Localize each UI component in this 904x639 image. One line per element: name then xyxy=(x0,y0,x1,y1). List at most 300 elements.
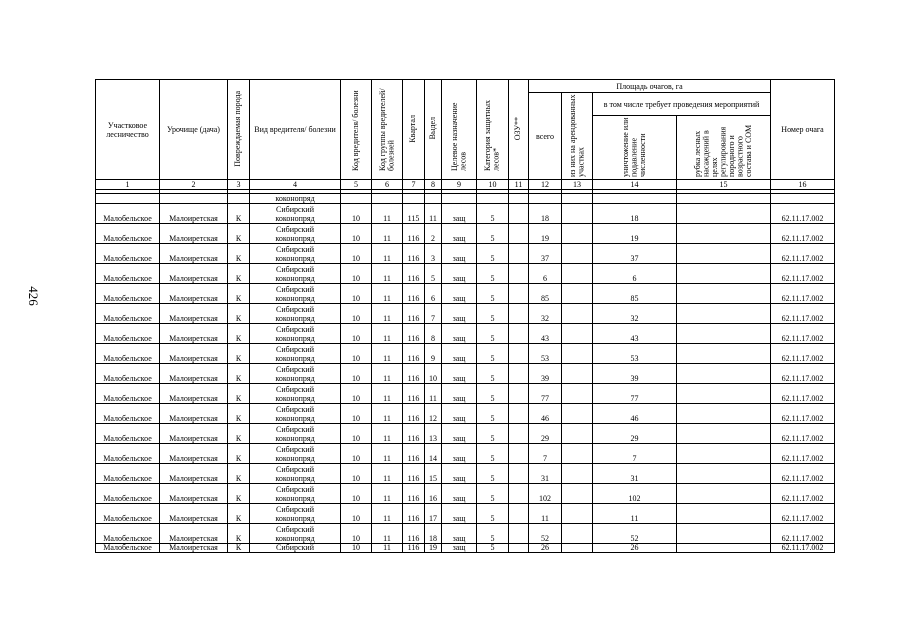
pest-name: Сибирский коконопряд xyxy=(250,464,341,484)
table-row xyxy=(96,464,835,484)
cell-rub xyxy=(677,404,771,424)
header-forestry: Участковое лесничество xyxy=(96,80,160,180)
cell-ur: Малоиретская xyxy=(160,244,228,264)
cell-ozu xyxy=(509,544,529,553)
header-required: в том числе требует проведения мероприятий xyxy=(593,93,771,116)
cell-vyd: 11 xyxy=(425,384,442,404)
cell-por: К xyxy=(228,284,250,304)
cell-kod: 10 xyxy=(341,224,372,244)
cell-vsego: 102 xyxy=(529,484,562,504)
pest-name: Сибирский коконопряд xyxy=(250,264,341,284)
cell-arend xyxy=(562,504,593,524)
header-protection-category: Категория защитных лесов* xyxy=(477,80,509,180)
cell-kv: 116 xyxy=(403,484,425,504)
cell-ur: Малоиретская xyxy=(160,524,228,544)
cell-kv: 116 xyxy=(403,524,425,544)
cell-les: Малобельское xyxy=(96,244,160,264)
cell-unich: 85 xyxy=(593,284,677,304)
cell-nomer: 62.11.17.002 xyxy=(771,304,835,324)
cell-les: Малобельское xyxy=(96,424,160,444)
pest-name: Сибирский коконопряд xyxy=(250,244,341,264)
header-species: Повреждаемая порода xyxy=(228,80,250,180)
table-row xyxy=(96,384,835,404)
cell-ozu xyxy=(509,204,529,224)
cell-ozu xyxy=(509,344,529,364)
page-number: 426 xyxy=(26,286,41,306)
cell-grp: 11 xyxy=(372,344,403,364)
cell-nomer: 62.11.17.002 xyxy=(771,404,835,424)
cell-kv: 116 xyxy=(403,504,425,524)
cell-kat: 5 xyxy=(477,524,509,544)
cell-ozu xyxy=(509,304,529,324)
cell-kv: 116 xyxy=(403,464,425,484)
cell-por: К xyxy=(228,384,250,404)
cell-kod: 10 xyxy=(341,504,372,524)
table-row xyxy=(96,444,835,464)
cell-vyd: 10 xyxy=(425,364,442,384)
cell-kv: 115 xyxy=(403,204,425,224)
cell-vsego: 46 xyxy=(529,404,562,424)
cell-vyd: 16 xyxy=(425,484,442,504)
cell-ozu xyxy=(509,404,529,424)
cell-ur: Малоиретская xyxy=(160,484,228,504)
cell-vyd: 13 xyxy=(425,424,442,444)
cell-ur: Малоиретская xyxy=(160,284,228,304)
cell-vyd: 5 xyxy=(425,264,442,284)
table-row xyxy=(96,244,835,264)
cell-kat: 5 xyxy=(477,484,509,504)
pest-name: Сибирский коконопряд xyxy=(250,524,341,544)
cell-arend xyxy=(562,244,593,264)
cell-ozu xyxy=(509,444,529,464)
cell-por: К xyxy=(228,344,250,364)
cell-por: К xyxy=(228,204,250,224)
cell-ozu xyxy=(509,524,529,544)
pest-name: Сибирский коконопряд xyxy=(250,424,341,444)
cell-unich: 18 xyxy=(593,204,677,224)
table-row xyxy=(96,424,835,444)
cell-nomer: 62.11.17.002 xyxy=(771,244,835,264)
cell-ur: Малоиретская xyxy=(160,364,228,384)
table-row xyxy=(96,484,835,504)
cell-grp: 11 xyxy=(372,484,403,504)
cell-grp: 11 xyxy=(372,204,403,224)
cell-rub xyxy=(677,384,771,404)
cell-cel: защ xyxy=(442,424,477,444)
cell-kv: 116 xyxy=(403,344,425,364)
cell-vsego: 85 xyxy=(529,284,562,304)
cell-ozu xyxy=(509,284,529,304)
cell-grp: 11 xyxy=(372,244,403,264)
cell-por: К xyxy=(228,484,250,504)
cell-vyd: 9 xyxy=(425,344,442,364)
cell-kat: 5 xyxy=(477,504,509,524)
cell-cel: защ xyxy=(442,404,477,424)
cell-nomer: 62.11.17.002 xyxy=(771,364,835,384)
cell-arend xyxy=(562,404,593,424)
cell-cel: защ xyxy=(442,344,477,364)
cell-kat: 5 xyxy=(477,204,509,224)
cell-rub xyxy=(677,364,771,384)
pest-name: Сибирский коконопряд xyxy=(250,224,341,244)
cell-kod: 10 xyxy=(341,344,372,364)
table-row xyxy=(96,284,835,304)
header-area: Площадь очагов, га xyxy=(529,80,771,93)
cell-unich: 102 xyxy=(593,484,677,504)
cell-vsego: 31 xyxy=(529,464,562,484)
cell-cel: защ xyxy=(442,444,477,464)
cell-por: К xyxy=(228,304,250,324)
header-allotment: Выдел xyxy=(425,80,442,180)
cell-vyd: 12 xyxy=(425,404,442,424)
pest-name: Сибирский коконопряд xyxy=(250,284,341,304)
cell-vyd: 14 xyxy=(425,444,442,464)
cell-kv: 116 xyxy=(403,444,425,464)
cell-les: Малобельское xyxy=(96,284,160,304)
cell-ur: Малоиретская xyxy=(160,324,228,344)
cell-vyd: 2 xyxy=(425,224,442,244)
cell-ozu xyxy=(509,324,529,344)
cell-arend xyxy=(562,484,593,504)
cell-cel: защ xyxy=(442,204,477,224)
header-ozu: ОЗУ** xyxy=(509,80,529,180)
cell-ozu xyxy=(509,364,529,384)
cell-ozu xyxy=(509,244,529,264)
cell-nomer: 62.11.17.002 xyxy=(771,544,835,553)
header-quarter: Квартал xyxy=(403,80,425,180)
cell-vsego: 6 xyxy=(529,264,562,284)
cell-rub xyxy=(677,324,771,344)
cell-vsego: 32 xyxy=(529,304,562,324)
cell-arend xyxy=(562,384,593,404)
cell-vsego: 52 xyxy=(529,524,562,544)
cell-cel: защ xyxy=(442,224,477,244)
cell-vyd: 6 xyxy=(425,284,442,304)
cell-vyd: 7 xyxy=(425,304,442,324)
cell-cel: защ xyxy=(442,484,477,504)
cell-por: К xyxy=(228,224,250,244)
cell-kat: 5 xyxy=(477,544,509,553)
cell-kat: 5 xyxy=(477,444,509,464)
cell-kv: 116 xyxy=(403,284,425,304)
cell-rub xyxy=(677,264,771,284)
cell-kv: 116 xyxy=(403,304,425,324)
cell-por: К xyxy=(228,424,250,444)
cell-rub xyxy=(677,224,771,244)
cell-kat: 5 xyxy=(477,464,509,484)
cell-kat: 5 xyxy=(477,284,509,304)
pest-foci-table xyxy=(95,79,835,553)
table-row xyxy=(96,524,835,544)
cell-cel: защ xyxy=(442,304,477,324)
cell-nomer: 62.11.17.002 xyxy=(771,204,835,224)
cell-les: Малобельское xyxy=(96,364,160,384)
cell-les: Малобельское xyxy=(96,304,160,324)
cell-unich: 29 xyxy=(593,424,677,444)
cell-rub xyxy=(677,464,771,484)
cell-unich: 7 xyxy=(593,444,677,464)
cell-kod: 10 xyxy=(341,484,372,504)
cell-nomer: 62.11.17.002 xyxy=(771,424,835,444)
cell-ur: Малоиретская xyxy=(160,444,228,464)
cell-vsego: 7 xyxy=(529,444,562,464)
cell-unich: 46 xyxy=(593,404,677,424)
cell-rub xyxy=(677,344,771,364)
cell-kod: 10 xyxy=(341,404,372,424)
cell-cel: защ xyxy=(442,364,477,384)
cell-unich: 43 xyxy=(593,324,677,344)
cell-rub xyxy=(677,484,771,504)
column-numbers: 1 2 3 4 5 6 7 8 9 10 11 12 13 14 15 16 xyxy=(96,180,835,190)
cell-cel: защ xyxy=(442,384,477,404)
cell-por: К xyxy=(228,264,250,284)
cell-ur: Малоиретская xyxy=(160,424,228,444)
cell-unich: 37 xyxy=(593,244,677,264)
cell-arend xyxy=(562,524,593,544)
cell-nomer: 62.11.17.002 xyxy=(771,284,835,304)
header-pest-code: Код вредителя/ болезни xyxy=(341,80,372,180)
cell-les: Малобельское xyxy=(96,224,160,244)
cell-ur: Малоиретская xyxy=(160,264,228,284)
cell-unich: 77 xyxy=(593,384,677,404)
cell-kv: 116 xyxy=(403,544,425,553)
cell-ozu xyxy=(509,424,529,444)
cell-arend xyxy=(562,284,593,304)
cell-vyd: 15 xyxy=(425,464,442,484)
table-row xyxy=(96,224,835,244)
cell-kod: 10 xyxy=(341,284,372,304)
cell-nomer: 62.11.17.002 xyxy=(771,524,835,544)
pest-name: Сибирский коконопряд xyxy=(250,324,341,344)
table-row xyxy=(96,364,835,384)
cell-cel: защ xyxy=(442,524,477,544)
cell-kat: 5 xyxy=(477,304,509,324)
cell-nomer: 62.11.17.002 xyxy=(771,384,835,404)
cell-rub xyxy=(677,524,771,544)
cell-arend xyxy=(562,364,593,384)
cell-grp: 11 xyxy=(372,404,403,424)
cell-vsego: 11 xyxy=(529,504,562,524)
pest-name: Сибирский коконопряд xyxy=(250,364,341,384)
cell-kv: 116 xyxy=(403,384,425,404)
cell-kod: 10 xyxy=(341,444,372,464)
cell-vsego: 18 xyxy=(529,204,562,224)
cell-vsego: 43 xyxy=(529,324,562,344)
cell-grp: 11 xyxy=(372,384,403,404)
cell-unich: 31 xyxy=(593,464,677,484)
cell-kv: 116 xyxy=(403,244,425,264)
cell-cel: защ xyxy=(442,284,477,304)
cell-arend xyxy=(562,204,593,224)
cell-vsego: 39 xyxy=(529,364,562,384)
cell-les: Малобельское xyxy=(96,264,160,284)
cell-kat: 5 xyxy=(477,224,509,244)
cell-grp: 11 xyxy=(372,224,403,244)
cell-kv: 116 xyxy=(403,224,425,244)
cell-grp: 11 xyxy=(372,284,403,304)
cell-grp: 11 xyxy=(372,424,403,444)
cell-cel: защ xyxy=(442,464,477,484)
cell-por: К xyxy=(228,404,250,424)
header-group-code: Код группы вредителей/ болезней xyxy=(372,80,403,180)
pest-name: Сибирский коконопряд xyxy=(250,404,341,424)
cell-por: К xyxy=(228,444,250,464)
cell-vyd: 8 xyxy=(425,324,442,344)
cell-les: Малобельское xyxy=(96,204,160,224)
cell-arend xyxy=(562,424,593,444)
cell-por: К xyxy=(228,244,250,264)
cell-nomer: 62.11.17.002 xyxy=(771,504,835,524)
cell-vsego: 77 xyxy=(529,384,562,404)
cell-por: К xyxy=(228,364,250,384)
cell-kod: 10 xyxy=(341,364,372,384)
cell-rub xyxy=(677,304,771,324)
cell-nomer: 62.11.17.002 xyxy=(771,224,835,244)
cell-kod: 10 xyxy=(341,464,372,484)
cell-kat: 5 xyxy=(477,404,509,424)
table-row xyxy=(96,544,835,553)
cell-arend xyxy=(562,264,593,284)
cell-kod: 10 xyxy=(341,324,372,344)
header-suppression: уничтожение или подавление численности xyxy=(593,116,677,180)
cell-les: Малобельское xyxy=(96,504,160,524)
cell-vyd: 17 xyxy=(425,504,442,524)
cell-kv: 116 xyxy=(403,424,425,444)
cell-kat: 5 xyxy=(477,244,509,264)
cell-kv: 116 xyxy=(403,324,425,344)
pest-name: Сибирский коконопряд xyxy=(250,444,341,464)
cell-kod: 10 xyxy=(341,204,372,224)
table-row xyxy=(96,264,835,284)
cell-rub xyxy=(677,544,771,553)
cell-ur: Малоиретская xyxy=(160,504,228,524)
cell-kod: 10 xyxy=(341,424,372,444)
cell-grp: 11 xyxy=(372,524,403,544)
cell-rub xyxy=(677,244,771,264)
cell-rub xyxy=(677,284,771,304)
cell-arend xyxy=(562,464,593,484)
cell-grp: 11 xyxy=(372,264,403,284)
cell-grp: 11 xyxy=(372,304,403,324)
cell-vsego: 19 xyxy=(529,224,562,244)
cell-cel: защ xyxy=(442,504,477,524)
cell-unich: 53 xyxy=(593,344,677,364)
cell-les: Малобельское xyxy=(96,344,160,364)
header-felling: рубка лесных насаждений в целях регулирования породного и возрастного состава и СОМ xyxy=(677,116,771,180)
cell-por: К xyxy=(228,544,250,553)
cell-les: Малобельское xyxy=(96,464,160,484)
cell-les: Малобельское xyxy=(96,404,160,424)
cell-grp: 11 xyxy=(372,504,403,524)
cell-ozu xyxy=(509,384,529,404)
cell-ozu xyxy=(509,504,529,524)
pest-name: Сибирский коконопряд xyxy=(250,384,341,404)
cell-cel: защ xyxy=(442,324,477,344)
cell-unich: 26 xyxy=(593,544,677,553)
cell-kod: 10 xyxy=(341,544,372,553)
table-row xyxy=(96,194,835,204)
cell-ur: Малоиретская xyxy=(160,224,228,244)
cell-unich: 11 xyxy=(593,504,677,524)
cell-nomer: 62.11.17.002 xyxy=(771,344,835,364)
cell-ur: Малоиретская xyxy=(160,344,228,364)
cell-vsego: 29 xyxy=(529,424,562,444)
cell-arend xyxy=(562,224,593,244)
header-total: всего xyxy=(529,93,562,180)
cell-arend xyxy=(562,324,593,344)
cell-grp: 11 xyxy=(372,324,403,344)
cell-rub xyxy=(677,424,771,444)
cell-kod: 10 xyxy=(341,244,372,264)
cell-ozu xyxy=(509,224,529,244)
cell-kat: 5 xyxy=(477,324,509,344)
cell-les: Малобельское xyxy=(96,324,160,344)
header-pest: Вид вредителя/ болезни xyxy=(250,80,341,180)
cell-nomer: 62.11.17.002 xyxy=(771,324,835,344)
header-leased: из них на арендованных участках xyxy=(562,93,593,180)
cell-grp: 11 xyxy=(372,464,403,484)
cell-les: Малобельское xyxy=(96,444,160,464)
pest-name: Сибирский коконопряд xyxy=(250,204,341,224)
table-row xyxy=(96,404,835,424)
cell-ur: Малоиретская xyxy=(160,544,228,553)
table-row xyxy=(96,504,835,524)
cell-cel: защ xyxy=(442,244,477,264)
cell-grp: 11 xyxy=(372,444,403,464)
cell-ur: Малоиретская xyxy=(160,204,228,224)
cell-vsego: 53 xyxy=(529,344,562,364)
cell-rub xyxy=(677,444,771,464)
cell-ur: Малоиретская xyxy=(160,404,228,424)
cell-kod: 10 xyxy=(341,384,372,404)
cell-nomer: 62.11.17.002 xyxy=(771,484,835,504)
cell-arend xyxy=(562,344,593,364)
cell-unich: 39 xyxy=(593,364,677,384)
cell-vsego: 26 xyxy=(529,544,562,553)
pest-name: коконопряд xyxy=(250,194,341,204)
cell-ozu xyxy=(509,464,529,484)
cell-ur: Малоиретская xyxy=(160,384,228,404)
pest-name: Сибирский коконопряд xyxy=(250,484,341,504)
pest-name: Сибирский коконопряд xyxy=(250,504,341,524)
cell-nomer: 62.11.17.002 xyxy=(771,444,835,464)
cell-arend xyxy=(562,444,593,464)
cell-unich: 19 xyxy=(593,224,677,244)
cell-vyd: 3 xyxy=(425,244,442,264)
header-focus-number: Номер очага xyxy=(771,80,835,180)
cell-unich: 6 xyxy=(593,264,677,284)
cell-nomer: 62.11.17.002 xyxy=(771,464,835,484)
cell-unich: 32 xyxy=(593,304,677,324)
table-row xyxy=(96,204,835,224)
cell-kv: 116 xyxy=(403,364,425,384)
cell-kat: 5 xyxy=(477,264,509,284)
cell-vyd: 11 xyxy=(425,204,442,224)
cell-kat: 5 xyxy=(477,364,509,384)
cell-les: Малобельское xyxy=(96,384,160,404)
cell-les: Малобельское xyxy=(96,524,160,544)
cell-rub xyxy=(677,504,771,524)
cell-kod: 10 xyxy=(341,264,372,284)
cell-ur: Малоиретская xyxy=(160,464,228,484)
cell-ozu xyxy=(509,484,529,504)
header-tract: Урочище (дача) xyxy=(160,80,228,180)
cell-les: Малобельское xyxy=(96,544,160,553)
table-row xyxy=(96,324,835,344)
table-row xyxy=(96,304,835,324)
header-purpose: Целевое назначение лесов xyxy=(442,80,477,180)
cell-les: Малобельское xyxy=(96,484,160,504)
